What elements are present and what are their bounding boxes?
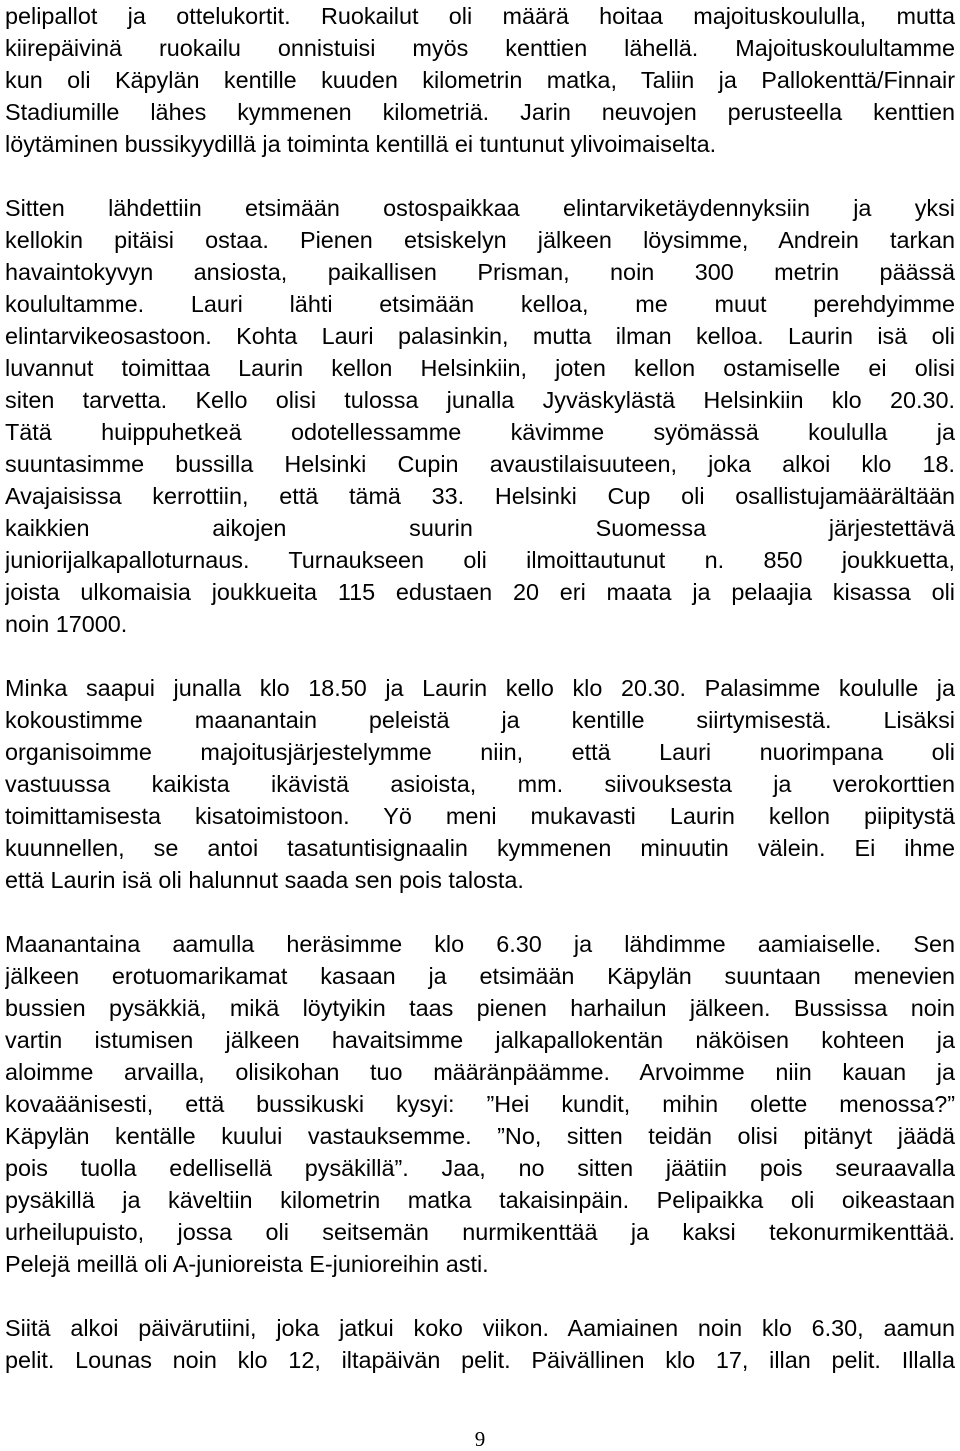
text-line: että Laurin isä oli halunnut saada sen pois talosta. (5, 867, 524, 893)
text-line: vartin istumisen jälkeen havaitsimme jalkapallokentän näköisen kohteen ja (5, 1027, 955, 1053)
paragraph (5, 192, 955, 640)
text-line: kokoustimme maanantain peleistä ja kentille siirtymisestä. Lisäksi (5, 707, 955, 733)
text-line: bussien pysäkkiä, mikä löytyikin taas pienen harhailun jälkeen. Bussissa noin (5, 995, 955, 1021)
body-text (5, 0, 955, 1376)
text-line: Stadiumille lähes kymmenen kilometriä. Jarin neuvojen perusteella kenttien (5, 99, 955, 125)
text-line: siten tarvetta. Kello olisi tulossa junalla Jyväskylästä Helsinkiin klo 20.30. (5, 387, 955, 413)
text-line: Minka saapui junalla klo 18.50 ja Laurin kello klo 20.30. Palasimme koululle ja (5, 675, 955, 701)
text-line: juniorijalkapalloturnaus. Turnaukseen oli ilmoittautunut n. 850 joukkuetta, (5, 547, 955, 573)
text-line: Käpylän kentälle kuului vastauksemme. ”No, sitten teidän olisi pitänyt jäädä (5, 1123, 955, 1149)
paragraph (5, 928, 955, 1280)
text-line: kun oli Käpylän kentille kuuden kilometrin matka, Taliin ja Pallokenttä/Finnair (5, 67, 955, 93)
text-line: luvannut toimittaa Laurin kellon Helsinkiin, joten kellon ostamiselle ei olisi (5, 355, 955, 381)
text-line: Tätä huippuhetkeä odotellessamme kävimme syömässä koululla ja (5, 419, 955, 445)
paragraph-spacer (5, 1280, 955, 1312)
text-line: pois tuolla edellisellä pysäkillä”. Jaa, no sitten jäätiin pois seuraavalla (5, 1155, 955, 1181)
paragraph (5, 672, 955, 896)
text-line: urheilupuisto, jossa oli seitsemän nurmikenttää ja kaksi tekonurmikenttää. (5, 1219, 955, 1245)
text-line: havaintokyvyn ansiosta, paikallisen Prisman, noin 300 metrin päässä (5, 259, 955, 285)
paragraph-spacer (5, 160, 955, 192)
text-line: pysäkillä ja käveltiin kilometrin matka takaisinpäin. Pelipaikka oli oikeastaan (5, 1187, 955, 1213)
text-line: kovaäänisesti, että bussikuski kysyi: ”Hei kundit, mihin olette menossa?” (5, 1091, 955, 1117)
page-number: 9 (474, 1427, 486, 1451)
text-line: Pelejä meillä oli A-junioreista E-junioreihin asti. (5, 1251, 489, 1277)
text-line: toimittamisesta kisatoimistoon. Yö meni mukavasti Laurin kellon piipitystä (5, 803, 955, 829)
text-line: kellokin pitäisi ostaa. Pienen etsiskelyn jälkeen löysimme, Andrein tarkan (5, 227, 955, 253)
text-line: vastuussa kaikista ikävistä asioista, mm. siivouksesta ja verokorttien (5, 771, 955, 797)
text-line: koulultamme. Lauri lähti etsimään kelloa, me muut perehdyimme (5, 291, 955, 317)
paragraph (5, 1312, 955, 1376)
text-line: aloimme arvailla, olisikohan tuo määränpäämme. Arvoimme niin kauan ja (5, 1059, 955, 1085)
text-line: pelit. Lounas noin klo 12, iltapäivän pelit. Päivällinen klo 17, illan pelit. Illalla (5, 1347, 955, 1373)
paragraph-spacer (5, 896, 955, 928)
text-line: kiirepäivinä ruokailu onnistuisi myös kenttien lähellä. Majoituskoulultamme (5, 35, 955, 61)
text-line: elintarvikeosastoon. Kohta Lauri palasinkin, mutta ilman kelloa. Laurin isä oli (5, 323, 955, 349)
text-line: noin 17000. (5, 611, 128, 637)
text-line: Sitten lähdettiin etsimään ostospaikkaa elintarviketäydennyksiin ja yksi (5, 195, 955, 221)
text-line: Siitä alkoi päivärutiini, joka jatkui koko viikon. Aamiainen noin klo 6.30, aamun (5, 1315, 955, 1341)
text-line: löytäminen bussikyydillä ja toiminta kentillä ei tuntunut ylivoimaiselta. (5, 131, 717, 157)
paragraph-spacer (5, 640, 955, 672)
text-line: joista ulkomaisia joukkueita 115 edustaen 20 eri maata ja pelaajia kisassa oli (5, 579, 955, 605)
text-line: organisoimme majoitusjärjestelymme niin, että Lauri nuorimpana oli (5, 739, 955, 765)
text-line: Avajaisissa kerrottiin, että tämä 33. Helsinki Cup oli osallistujamäärältään (5, 483, 955, 509)
text-line: pelipallot ja ottelukortit. Ruokailut oli määrä hoitaa majoituskoululla, mutta (5, 3, 955, 29)
text-line: suuntasimme bussilla Helsinki Cupin avaustilaisuuteen, joka alkoi klo 18. (5, 451, 955, 477)
text-line: Maanantaina aamulla heräsimme klo 6.30 ja lähdimme aamiaiselle. Sen (5, 931, 955, 957)
text-line: kuunnellen, se antoi tasatuntisignaalin kymmenen minuutin välein. Ei ihme (5, 835, 955, 861)
text-line: jälkeen erotuomarikamat kasaan ja etsimään Käpylän suuntaan menevien (5, 963, 955, 989)
paragraph (5, 0, 955, 160)
text-line: kaikkien aikojen suurin Suomessa järjestettävä (5, 515, 955, 541)
